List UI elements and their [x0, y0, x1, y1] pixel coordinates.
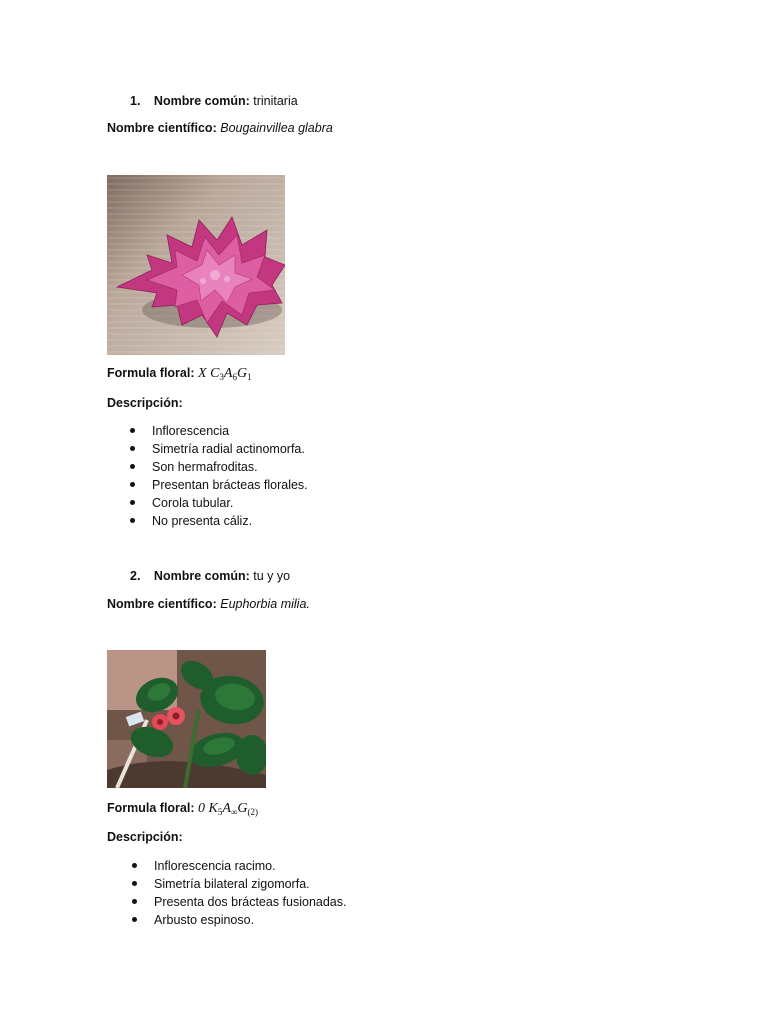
formula-2-symbol-3: A	[222, 801, 231, 816]
bougainvillea-photo	[107, 175, 285, 355]
section-1-formula-value	[198, 366, 252, 381]
formula-1-symbol-4: G	[236, 366, 248, 381]
bougainvillea-image	[107, 175, 285, 355]
section-2-formula-value	[198, 801, 258, 816]
section-2-common-value: tu y yo	[249, 569, 291, 583]
section-2-scientific-label: Nombre científico:	[107, 597, 217, 611]
section-2-scientific-value: Euphorbia milia.	[220, 597, 310, 611]
section-1-scientific-label: Nombre científico:	[107, 121, 217, 135]
bullet-icon	[130, 428, 135, 433]
section-1-formula-label: Formula floral:	[107, 366, 195, 380]
euphorbia-image	[107, 650, 266, 788]
section-1-formula	[107, 365, 252, 385]
formula-2-symbol-1: 0	[198, 801, 205, 816]
euphorbia-photo	[107, 650, 266, 788]
bullet-icon	[130, 482, 135, 487]
bullet-icon	[132, 917, 137, 922]
section-1-heading	[130, 93, 298, 109]
bullet-icon	[132, 899, 137, 904]
formula-2-sub-2: 5	[217, 807, 223, 817]
bullet-icon	[130, 464, 135, 469]
section-2-number: 2.	[130, 569, 141, 583]
formula-1-sub-2: 3	[219, 372, 224, 382]
section-2-formula-label: Formula floral:	[107, 801, 195, 815]
formula-2-sub-3: ∞	[230, 807, 238, 817]
section-1-number: 1.	[130, 94, 141, 108]
formula-1-sub-3: 6	[232, 372, 237, 382]
section-1-scientific-name	[107, 120, 333, 136]
section-2-heading	[130, 568, 290, 584]
formula-1-symbol-1: X	[198, 366, 207, 381]
section-1-common-value: trinitaria	[249, 94, 298, 108]
bullet-icon	[130, 500, 135, 505]
section-1-scientific-value: Bougainvillea glabra	[220, 121, 333, 135]
formula-2-sub-4: (2)	[247, 807, 258, 817]
section-2-formula	[107, 800, 258, 820]
bullet-icon	[130, 446, 135, 451]
formula-2-symbol-2: K	[208, 801, 218, 816]
formula-2-symbol-4: G	[237, 801, 248, 816]
formula-1-sub-4: 1	[247, 372, 252, 382]
section-2-common-label: Nombre común:	[153, 569, 250, 583]
bullet-icon	[132, 863, 137, 868]
section-2-description-label: Descripción:	[107, 830, 183, 844]
section-2-scientific-name	[107, 596, 310, 612]
formula-1-symbol-3: A	[223, 366, 233, 381]
bullet-icon	[130, 518, 135, 523]
section-1-description-label: Descripción:	[107, 396, 183, 410]
bullet-icon	[132, 881, 137, 886]
section-1-common-label: Nombre común:	[153, 94, 250, 108]
formula-1-symbol-2: C	[210, 366, 220, 381]
